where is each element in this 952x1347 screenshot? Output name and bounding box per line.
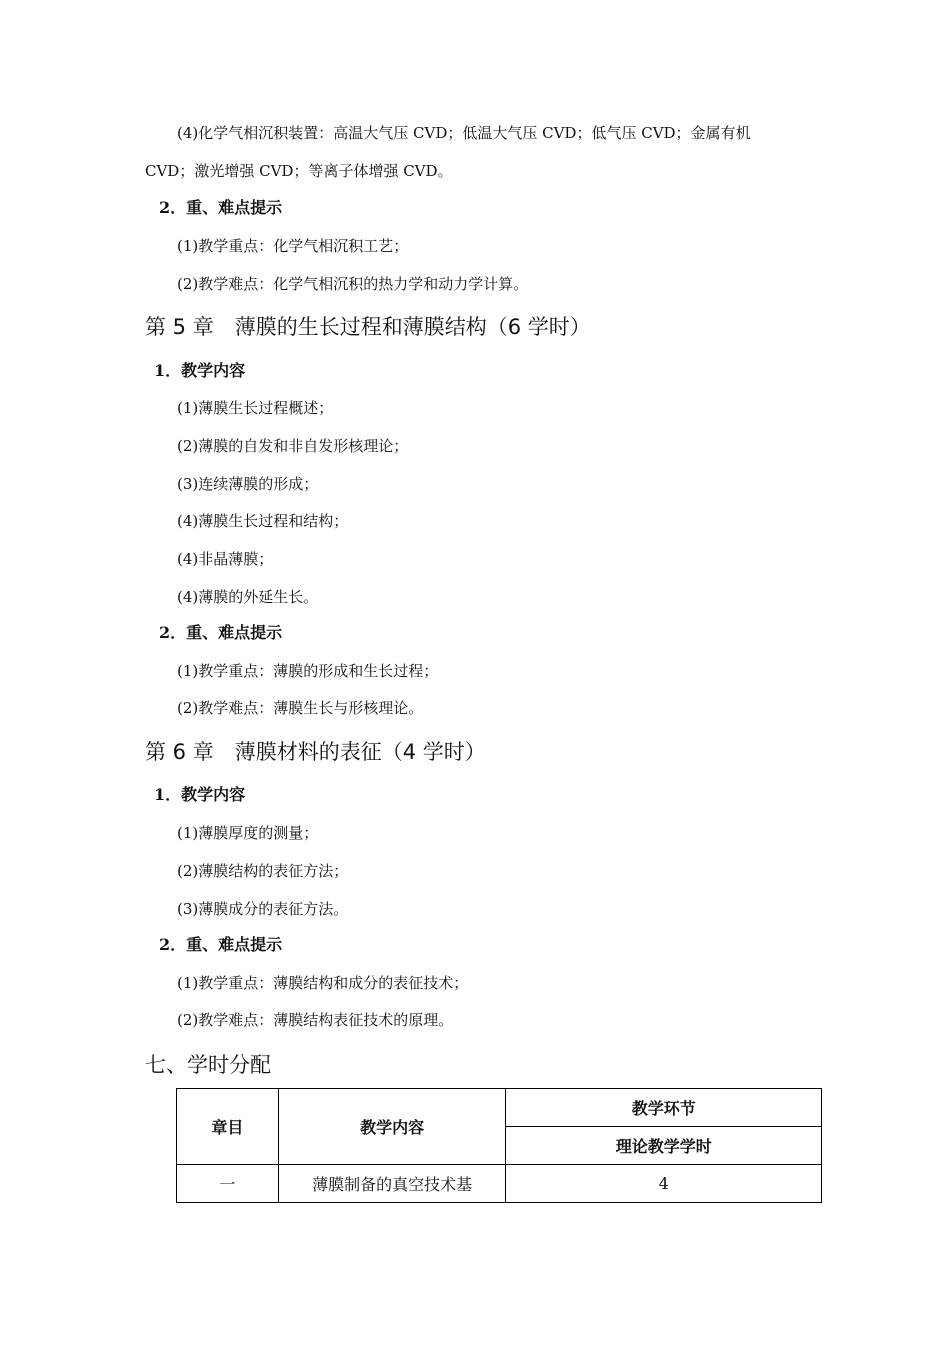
chapter5-content-heading: 1．教学内容	[154, 361, 246, 380]
chapter6-key-heading: 2．重、难点提示	[159, 935, 283, 954]
chapter5-content-item: (4)薄膜的外延生长。	[177, 588, 319, 606]
intro-item-4-line2: CVD；激光增强 CVD；等离子体增强 CVD。	[145, 162, 453, 180]
chapter5-key-point: (1)教学重点：薄膜的形成和生长过程；	[177, 662, 439, 680]
chapter6-content-item: (1)薄膜厚度的测量；	[177, 824, 319, 842]
chapter6-key-point: (2)教学难点：薄膜结构表征技术的原理。	[177, 1011, 454, 1029]
cell-content: 薄膜制备的真空技术基	[278, 1165, 506, 1203]
chapter5-title: 第 5 章 薄膜的生长过程和薄膜结构（6 学时）	[145, 315, 591, 339]
chapter5-key-point: (2)教学难点：薄膜生长与形核理论。	[177, 699, 424, 717]
chapter5-content-item: (2)薄膜的自发和非自发形核理论；	[177, 437, 409, 455]
section7-title: 七、学时分配	[145, 1053, 271, 1077]
intro-key-heading: 2．重、难点提示	[159, 198, 283, 217]
chapter5-content-item: (4)薄膜生长过程和结构；	[177, 512, 349, 530]
chapter5-key-heading: 2．重、难点提示	[159, 623, 283, 642]
intro-key-point: (2)教学难点：化学气相沉积的热力学和动力学计算。	[177, 275, 529, 293]
chapter6-content-item: (2)薄膜结构的表征方法；	[177, 862, 349, 880]
chapter6-title: 第 6 章 薄膜材料的表征（4 学时）	[145, 740, 486, 764]
header-chapter: 章目	[177, 1089, 279, 1165]
cell-chapter: 一	[177, 1165, 279, 1203]
intro-key-point: (1)教学重点：化学气相沉积工艺；	[177, 237, 409, 255]
chapter5-content-item: (3)连续薄膜的形成；	[177, 475, 319, 493]
chapter5-content-item: (4)非晶薄膜；	[177, 550, 274, 568]
chapter6-key-point: (1)教学重点：薄膜结构和成分的表征技术；	[177, 974, 469, 992]
chapter6-content-item: (3)薄膜成分的表征方法。	[177, 900, 349, 918]
header-teaching-stage: 教学环节	[506, 1089, 822, 1127]
chapter6-content-heading: 1．教学内容	[154, 785, 246, 804]
cell-hours: 4	[506, 1165, 822, 1203]
intro-item-4-line1: (4)化学气相沉积装置：高温大气压 CVD；低温大气压 CVD；低气压 CVD；金属有机	[177, 124, 751, 142]
header-theory-hours: 理论教学学时	[506, 1127, 822, 1165]
hours-allocation-table	[176, 1088, 822, 1203]
table-row	[177, 1165, 822, 1203]
chapter5-content-item: (1)薄膜生长过程概述；	[177, 399, 334, 417]
header-content: 教学内容	[278, 1089, 506, 1165]
